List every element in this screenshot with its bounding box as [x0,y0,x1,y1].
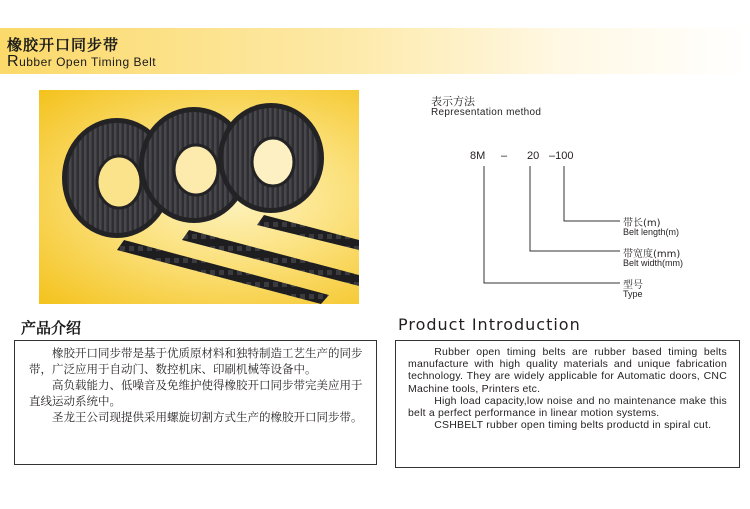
intro-box-en [395,340,740,468]
code-width: 20 [527,150,540,162]
title-initial: R [7,53,20,70]
intro-paragraph-en: High load capacity,low noise and no maintenance make this belt a perfect performance in linear motion systems. [408,394,727,420]
label-length-cn: 带长(m) [623,218,661,229]
label-length-en: Belt length(m) [623,227,680,237]
intro-paragraph-cn: 圣龙王公司现提供采用螺旋切割方式生产的橡胶开口同步带。 [52,410,363,424]
leader-length [564,166,620,221]
intro-paragraph-en: CSHBELT rubber open timing belts productd in spiral cut. [434,419,712,432]
label-width-cn: 带宽度(mm) [623,249,681,260]
intro-paragraph-cn: 橡胶开口同步带是基于优质原材料和独特制造工艺生产的同步带，广泛应用于自动门、数控机床、印刷机械等设备中。 [29,346,363,376]
code-type: 8M [470,150,486,162]
intro-paragraph-en: Rubber open timing belts are rubber based timing belts manufacture with high quality materials and unique fabrication technology. They are widely applicable for Automatic doors, CNC Machine tools, Printers etc. [408,346,727,395]
section-heading-en: Product Introduction [398,315,581,334]
code-length: –100 [549,150,574,162]
label-type-en: Type [623,289,643,299]
intro-box-cn [14,340,377,465]
code-separator: – [501,150,508,162]
representation-title-en: Representation method [431,107,542,118]
title-rest: ubber Open Timing Belt [19,55,157,69]
page-title-cn: 橡胶开口同步带 [7,36,120,54]
representation-title-cn: 表示方法 [431,95,475,108]
label-width-en: Belt width(mm) [623,258,684,268]
leader-width [530,166,620,251]
section-heading-cn: 产品介绍 [21,319,82,337]
label-type-cn: 型号 [623,280,643,291]
leader-type [484,166,620,283]
intro-paragraph-cn: 高负载能力、低噪音及免维护使得橡胶开口同步带完美应用于直线运动系统中。 [29,378,363,408]
